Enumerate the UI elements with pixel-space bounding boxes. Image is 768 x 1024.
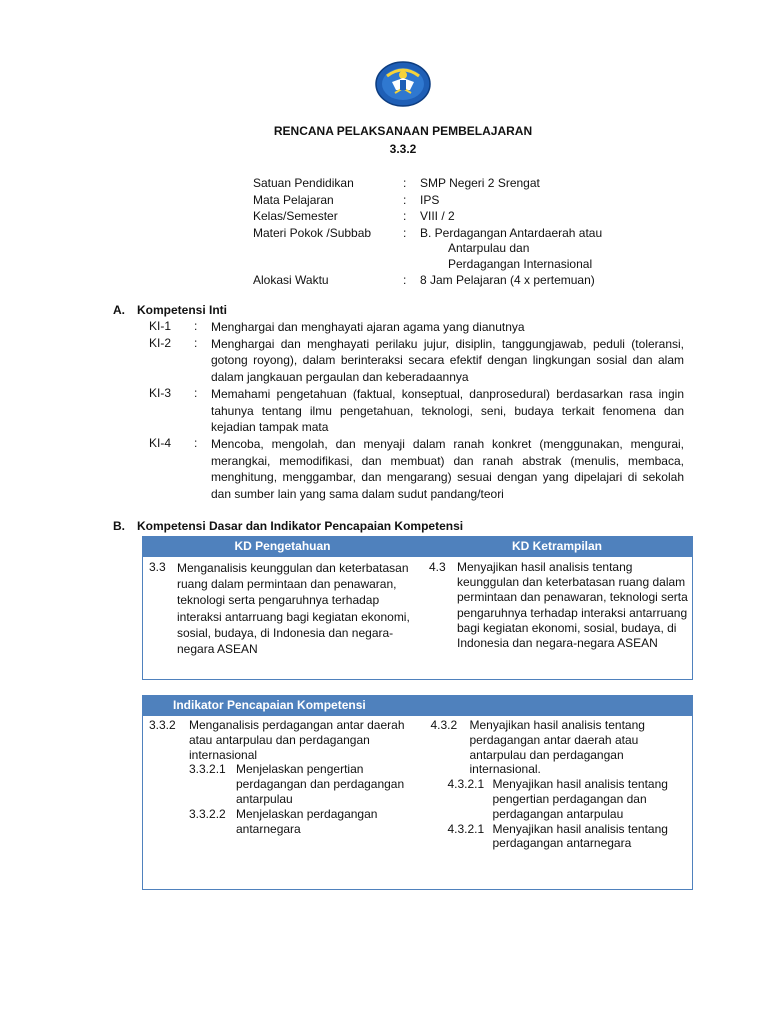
- ki-text: Menghargai dan menghayati ajaran agama yang dianutnya: [211, 320, 525, 334]
- section-letter: A.: [113, 303, 125, 317]
- identity-value: 8 Jam Pelajaran (4 x pertemuan): [420, 273, 595, 287]
- ipk-item: [430, 718, 692, 777]
- identity-label: Satuan Pendidikan: [253, 176, 354, 190]
- ki-text: Memahami pengetahuan (faktual, konseptual, danprosedural) berdasarkan rasa ingin tahunya tentang ilmu pengetahuan, teknologi, seni, budaya terkait fenomena dan kejadian tampak mata: [211, 386, 684, 435]
- kd-ketrampilan-header: KD Ketrampilan: [511, 539, 602, 554]
- identity-colon: :: [403, 273, 407, 287]
- identity-value: VIII / 2: [420, 209, 455, 223]
- kd-ketrampilan-cell: [423, 560, 692, 657]
- ipk-sub-item: [149, 807, 424, 837]
- identity-colon: :: [403, 192, 407, 207]
- section-letter: B.: [113, 519, 125, 533]
- identity-value-continuation: Antarpulau dan Perdagangan Internasional: [448, 241, 593, 271]
- ipk-sub-item: [149, 762, 424, 806]
- kd-text: Menganalisis keunggulan dan keterbatasan ruang dalam permintaan dan penawaran, teknologi serta pengaruhnya terhadap interaksi antarruang bagi kegiatan ekonomi, sosial, budaya, di Indonesia dan negara-negara ASEAN: [177, 561, 410, 657]
- ki-colon: :: [194, 319, 198, 333]
- identity-value: IPS: [420, 192, 440, 207]
- ipk-sub-text: Menyajikan hasil analisis tentang perdagangan antarnegara: [492, 821, 668, 851]
- ki-code: KI-1: [149, 319, 172, 333]
- identity-value-line: B. Perdagangan Antardaerah atau: [420, 225, 603, 240]
- identity-label: Materi Pokok /Subbab: [253, 225, 372, 240]
- identity-label: Alokasi Waktu: [253, 273, 329, 287]
- ipk-table-header: Indikator Pencapaian Kompetensi: [143, 696, 692, 716]
- identity-label: Mata Pelajaran: [253, 192, 334, 207]
- ipk-sub-number: 4.3.2.1: [447, 821, 485, 836]
- ipk-table-body: [143, 716, 692, 851]
- kd-number: 3.3: [149, 560, 166, 574]
- ki-code: KI-4: [149, 435, 172, 450]
- ipk-sub-text: Menjelaskan perdagangan antarnegara: [236, 806, 378, 836]
- tut-wuri-handayani-logo-icon: [374, 60, 432, 108]
- ipk-sub-number: 3.3.2.2: [189, 806, 226, 821]
- kd-table-body: [143, 557, 692, 657]
- identity-colon: :: [403, 209, 407, 223]
- ki-code: KI-3: [149, 385, 172, 400]
- identity-colon: :: [403, 225, 407, 240]
- identity-colon: :: [403, 176, 407, 190]
- kd-table: [142, 536, 693, 680]
- identity-value: [420, 226, 653, 273]
- ipk-sub-number: 3.3.2.1: [189, 762, 226, 777]
- identity-block: [253, 176, 653, 289]
- identity-label: Kelas/Semester: [253, 209, 338, 223]
- ipk-sub-text: Menyajikan hasil analisis tentang pengertian perdagangan dan perdagangan antarpulau: [492, 777, 668, 821]
- kd-table-header: [143, 537, 692, 557]
- kd-pengetahuan-cell: [143, 560, 423, 657]
- ipk-text: Menyajikan hasil analisis tentang perdagangan antar daerah atau antarpulau dan perdagangan internasional.: [469, 718, 645, 777]
- identity-row: [253, 209, 653, 225]
- identity-row: [253, 273, 653, 289]
- ipk-sub-item: [430, 822, 692, 852]
- ipk-item: [149, 718, 424, 762]
- ki-item: [149, 319, 684, 336]
- ipk-number: 3.3.2: [149, 718, 176, 732]
- ipk-table: [142, 695, 693, 890]
- ki-colon: :: [194, 335, 198, 350]
- ipk-sub-number: 4.3.2.1: [447, 777, 485, 792]
- ipk-sub-item: [430, 777, 692, 821]
- ipk-ketrampilan-cell: [424, 718, 692, 851]
- ki-item: [149, 336, 684, 386]
- ki-list: [149, 319, 684, 503]
- page-subtitle: 3.3.2: [389, 142, 417, 156]
- identity-row: [253, 176, 653, 192]
- section-title: Kompetensi Dasar dan Indikator Pencapaian Kompetensi: [137, 519, 464, 533]
- ipk-number: 4.3.2: [430, 718, 458, 732]
- page-title: RENCANA PELAKSANAAN PEMBELAJARAN: [273, 124, 533, 138]
- section-b-heading: [113, 519, 463, 535]
- ki-item: [149, 436, 684, 503]
- ki-code: KI-2: [149, 335, 172, 350]
- ki-colon: :: [194, 385, 198, 400]
- ipk-text: Menganalisis perdagangan antar daerah atau antarpulau dan perdagangan internasional: [189, 718, 405, 762]
- kd-text: Menyajikan hasil analisis tentang keunggulan dan keterbatasan ruang dalam permintaan dan penawaran, teknologi serta pengaruhnya terhadap interaksi antarruang bagi kegiatan ekonomi, sosial, budaya, di Indonesia dan negara-negara ASEAN: [456, 560, 688, 651]
- ipk-sub-text: Menjelaskan pengertian perdagangan dan perdagangan antarpulau: [236, 762, 405, 806]
- kd-number: 4.3: [428, 560, 446, 574]
- kd-pengetahuan-header: KD Pengetahuan: [234, 539, 331, 554]
- ipk-pengetahuan-cell: [143, 718, 424, 851]
- identity-row: [253, 193, 653, 209]
- ki-text: Mencoba, mengolah, dan menyaji dalam ranah konkret (menggunakan, mengurai, merangkai, memodifikasi, dan membuat) dan ranah abstrak (menulis, membaca, menghitung, menggambar, dan mengarang) sesuai dengan yang dipelajari di sekolah dan sumber lain yang sama dalam sudut pandang/teori: [211, 436, 684, 502]
- identity-row: [253, 226, 653, 273]
- section-a-heading: [113, 303, 227, 319]
- section-title: Kompetensi Inti: [137, 303, 228, 317]
- ki-item: [149, 386, 684, 436]
- identity-value: SMP Negeri 2 Srengat: [420, 176, 540, 190]
- ki-colon: :: [194, 435, 198, 450]
- ki-text: Menghargai dan menghayati perilaku jujur, disiplin, tanggungjawab, peduli (toleransi, gotong royong), dalam berinteraksi secara efektif dengan lingkungan sosial dan alam dalam jangkauan pergaulan dan keberadaannya: [211, 336, 684, 385]
